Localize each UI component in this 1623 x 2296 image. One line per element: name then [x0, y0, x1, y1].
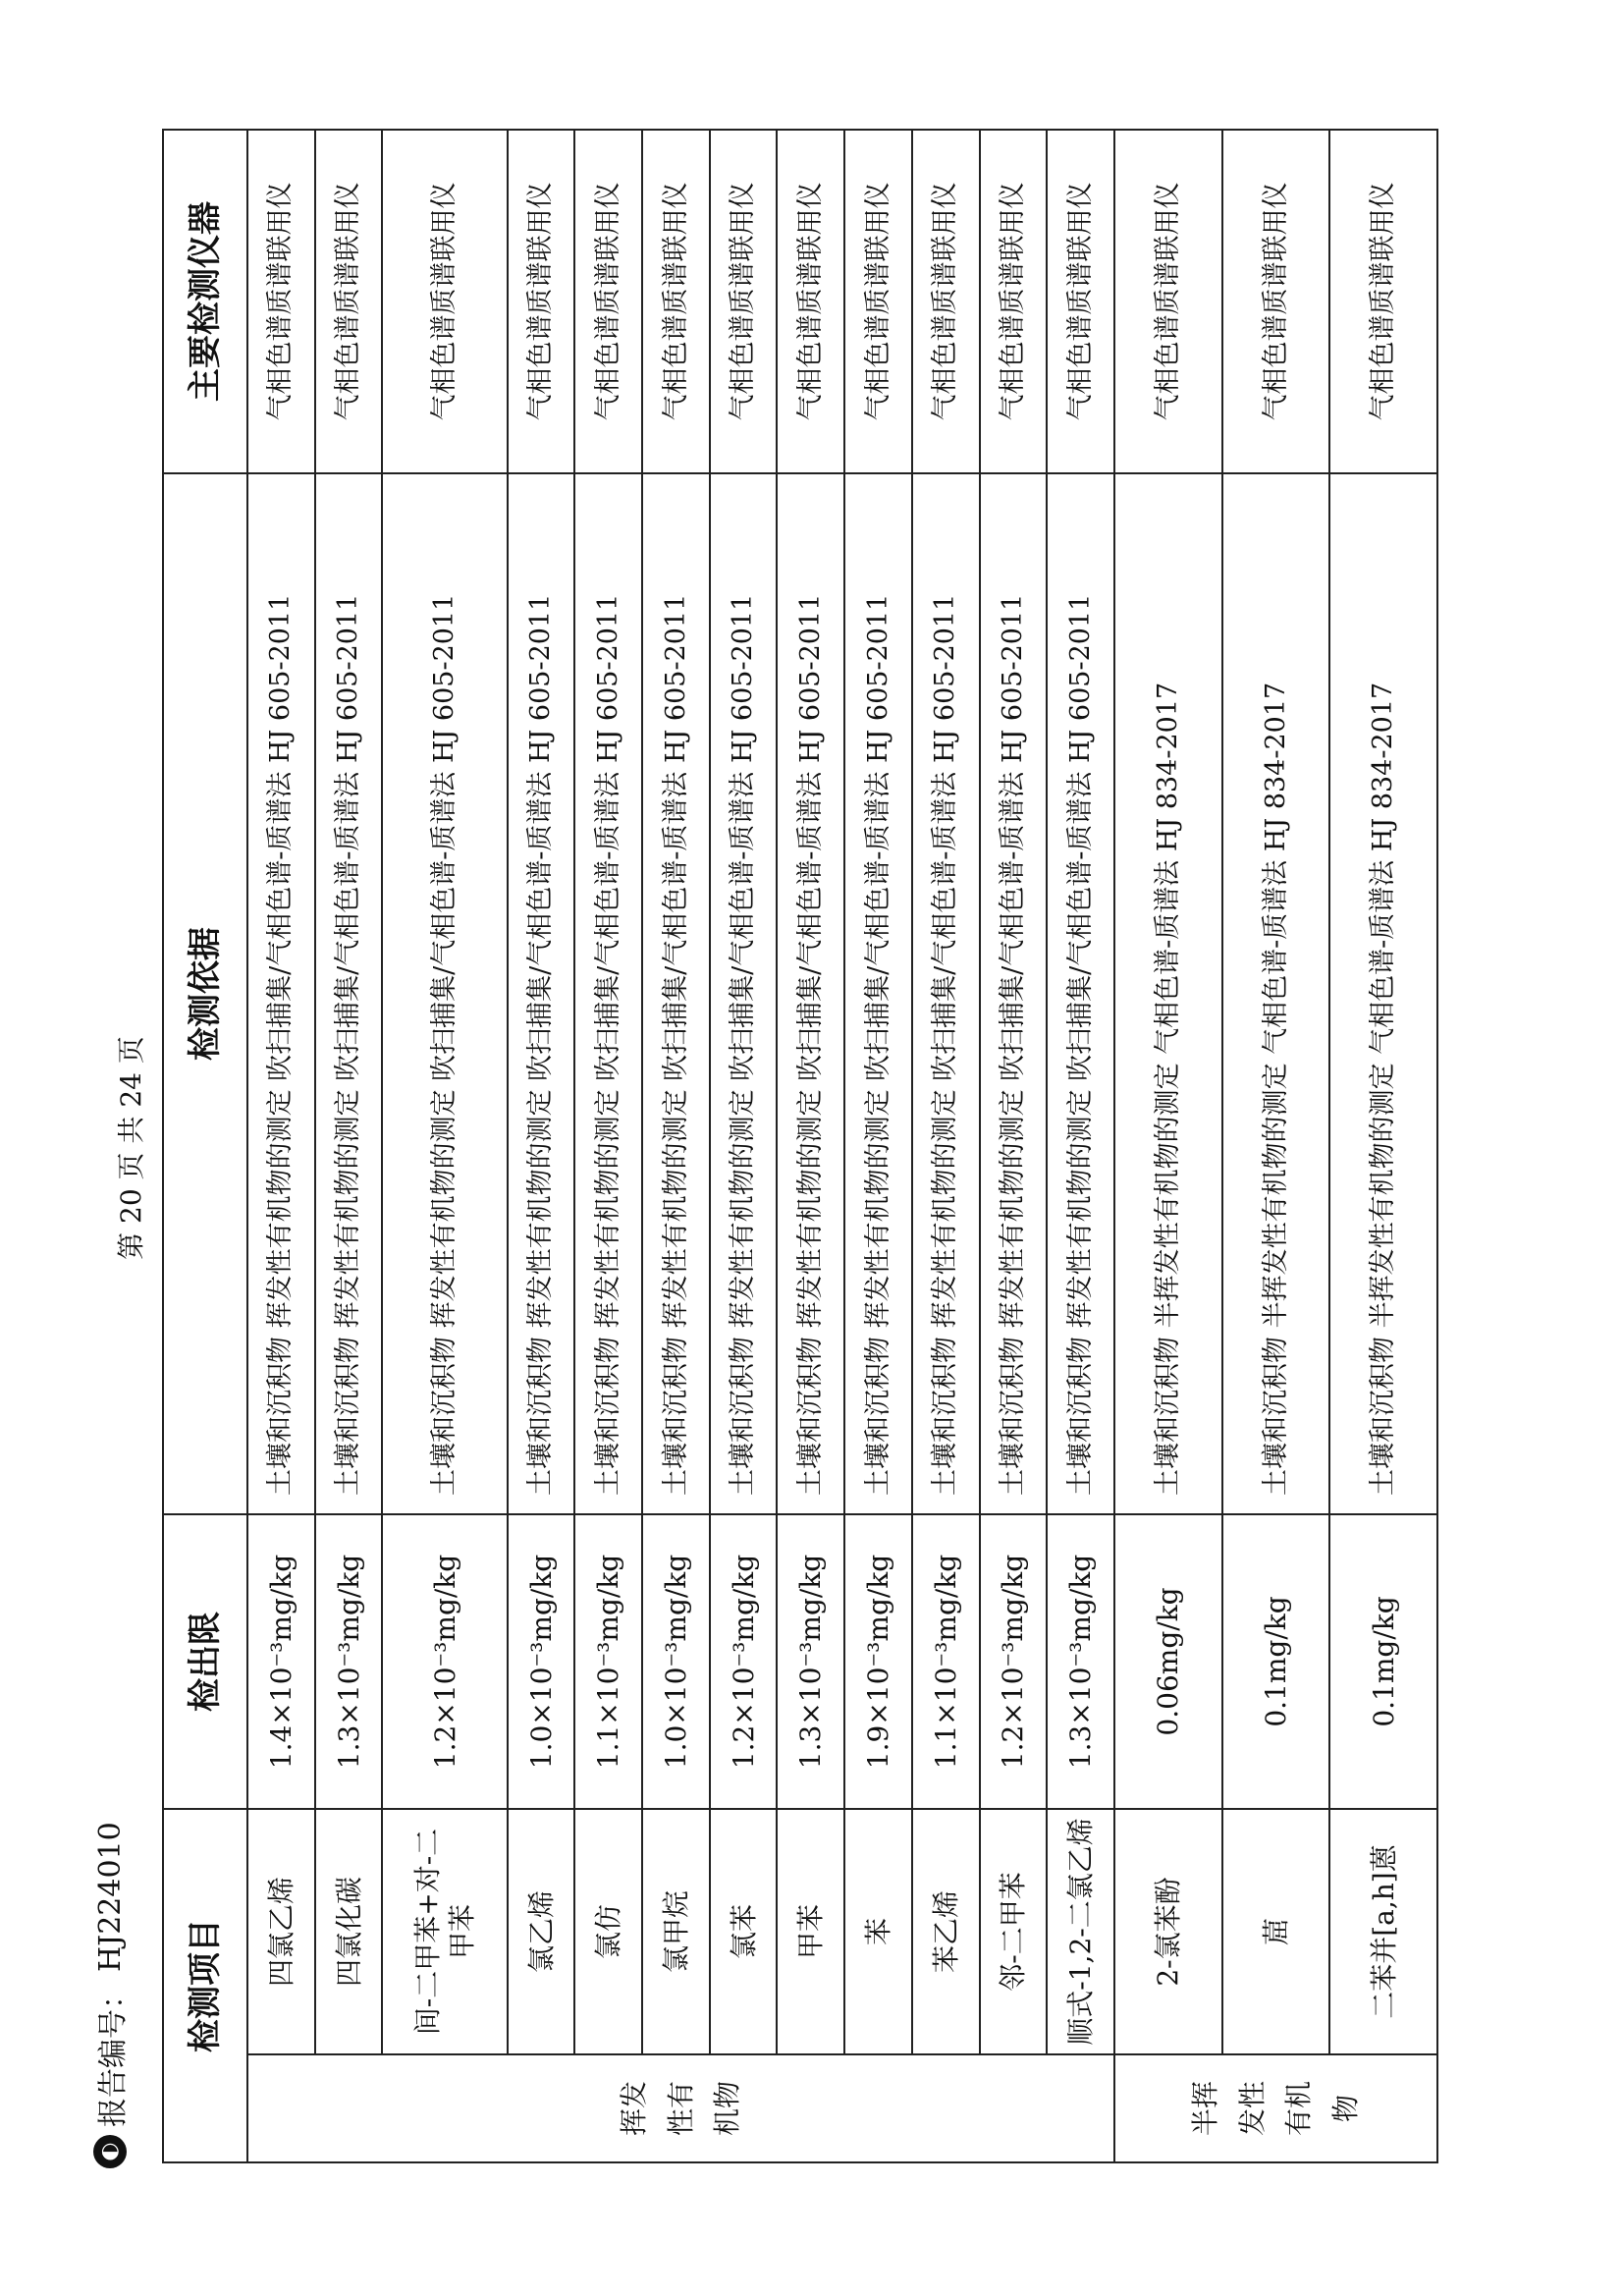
instrument-cell: 气相色谱质谱联用仪: [247, 130, 315, 473]
basis-cell: 土壤和沉积物 挥发性有机物的测定 吹扫捕集/气相色谱-质谱法 HJ 605-2011: [710, 473, 778, 1514]
basis-cell: 土壤和沉积物 挥发性有机物的测定 吹扫捕集/气相色谱-质谱法 HJ 605-2011: [574, 473, 642, 1514]
detection-methods-table: [162, 129, 1438, 2163]
item-cell: 苯: [844, 1809, 912, 2054]
table-row: [777, 130, 844, 2162]
category-line: 半挥: [1189, 2081, 1222, 2137]
item-cell: 2-氯苯酚: [1114, 1809, 1222, 2054]
instrument-cell: 气相色谱质谱联用仪: [844, 130, 912, 473]
instrument-cell: 气相色谱质谱联用仪: [980, 130, 1048, 473]
category-cell: [247, 2054, 1114, 2162]
instrument-cell: 气相色谱质谱联用仪: [642, 130, 710, 473]
limit-cell: 0.06mg/kg: [1114, 1514, 1222, 1809]
item-cell: 邻-二甲苯: [980, 1809, 1048, 2054]
company-logo-icon: ◐: [93, 2135, 127, 2168]
basis-cell: 土壤和沉积物 挥发性有机物的测定 吹扫捕集/气相色谱-质谱法 HJ 605-2011: [912, 473, 980, 1514]
instrument-cell: 气相色谱质谱联用仪: [710, 130, 778, 473]
table-row: [710, 130, 778, 2162]
category-cell: [1114, 2054, 1437, 2162]
limit-cell: 1.3×10⁻³mg/kg: [777, 1514, 844, 1809]
basis-cell: 土壤和沉积物 挥发性有机物的测定 吹扫捕集/气相色谱-质谱法 HJ 605-2011: [508, 473, 575, 1514]
header-item: 检测项目: [163, 1809, 247, 2162]
basis-cell: 土壤和沉积物 半挥发性有机物的测定 气相色谱-质谱法 HJ 834-2017: [1114, 473, 1222, 1514]
limit-cell: 0.1mg/kg: [1329, 1514, 1437, 1809]
instrument-cell: 气相色谱质谱联用仪: [912, 130, 980, 473]
category-line: 机物: [711, 2081, 744, 2137]
limit-cell: 1.0×10⁻³mg/kg: [642, 1514, 710, 1809]
limit-cell: 1.9×10⁻³mg/kg: [844, 1514, 912, 1809]
header-instrument: 主要检测仪器: [163, 130, 247, 473]
basis-cell: 土壤和沉积物 挥发性有机物的测定 吹扫捕集/气相色谱-质谱法 HJ 605-2011: [777, 473, 844, 1514]
basis-cell: 土壤和沉积物 半挥发性有机物的测定 气相色谱-质谱法 HJ 834-2017: [1329, 473, 1437, 1514]
item-cell: 四氯乙烯: [247, 1809, 315, 2054]
instrument-cell: 气相色谱质谱联用仪: [508, 130, 575, 473]
instrument-cell: 气相色谱质谱联用仪: [315, 130, 383, 473]
basis-cell: 土壤和沉积物 挥发性有机物的测定 吹扫捕集/气相色谱-质谱法 HJ 605-2011: [247, 473, 315, 1514]
item-cell: 顺式-1,2-二氯乙烯: [1047, 1809, 1114, 2054]
table-row: [1222, 130, 1330, 2162]
basis-cell: 土壤和沉积物 挥发性有机物的测定 吹扫捕集/气相色谱-质谱法 HJ 605-2011: [382, 473, 507, 1514]
category-line: 挥发: [618, 2081, 651, 2137]
instrument-cell: 气相色谱质谱联用仪: [1047, 130, 1114, 473]
item-cell: 氯苯: [710, 1809, 778, 2054]
header-limit: 检出限: [163, 1514, 247, 1809]
instrument-cell: 气相色谱质谱联用仪: [777, 130, 844, 473]
basis-cell: 土壤和沉积物 挥发性有机物的测定 吹扫捕集/气相色谱-质谱法 HJ 605-2011: [315, 473, 383, 1514]
category-line: 发性: [1235, 2081, 1269, 2137]
table-row: [574, 130, 642, 2162]
limit-cell: 1.1×10⁻³mg/kg: [574, 1514, 642, 1809]
table-row: [1329, 130, 1437, 2162]
table-row: [844, 130, 912, 2162]
basis-cell: 土壤和沉积物 挥发性有机物的测定 吹扫捕集/气相色谱-质谱法 HJ 605-2011: [1047, 473, 1114, 1514]
instrument-cell: 气相色谱质谱联用仪: [382, 130, 507, 473]
limit-cell: 1.2×10⁻³mg/kg: [710, 1514, 778, 1809]
limit-cell: 1.2×10⁻³mg/kg: [980, 1514, 1048, 1809]
report-number-label: 报告编号：: [96, 1980, 131, 2127]
table-row: [1114, 130, 1222, 2162]
limit-cell: 0.1mg/kg: [1222, 1514, 1330, 1809]
header-basis: 检测依据: [163, 473, 247, 1514]
limit-cell: 1.1×10⁻³mg/kg: [912, 1514, 980, 1809]
category-line: 有机: [1282, 2081, 1316, 2137]
category-line: 物: [1329, 2095, 1363, 2123]
table-row: [642, 130, 710, 2162]
table-row: [980, 130, 1048, 2162]
item-cell: 氯甲烷: [642, 1809, 710, 2054]
table-row: [912, 130, 980, 2162]
instrument-cell: 气相色谱质谱联用仪: [1329, 130, 1437, 473]
item-cell: 氯仿: [574, 1809, 642, 2054]
page-indicator: 第 20 页 共 24 页: [115, 1036, 147, 1260]
basis-cell: 土壤和沉积物 半挥发性有机物的测定 气相色谱-质谱法 HJ 834-2017: [1222, 473, 1330, 1514]
category-line: 性有: [664, 2081, 697, 2137]
table-row: [247, 130, 315, 2162]
limit-cell: 1.3×10⁻³mg/kg: [1047, 1514, 1114, 1809]
item-cell: 间-二甲苯+对-二甲苯: [382, 1809, 507, 2054]
table-row: [382, 130, 507, 2162]
item-cell: 氯乙烯: [508, 1809, 575, 2054]
limit-cell: 1.2×10⁻³mg/kg: [382, 1514, 507, 1809]
table-row: [508, 130, 575, 2162]
instrument-cell: 气相色谱质谱联用仪: [574, 130, 642, 473]
report-number: HJ224010: [92, 1822, 128, 1972]
basis-cell: 土壤和沉积物 挥发性有机物的测定 吹扫捕集/气相色谱-质谱法 HJ 605-2011: [642, 473, 710, 1514]
limit-cell: 1.4×10⁻³mg/kg: [247, 1514, 315, 1809]
instrument-cell: 气相色谱质谱联用仪: [1222, 130, 1330, 473]
item-cell: 甲苯: [777, 1809, 844, 2054]
table-row: [1047, 130, 1114, 2162]
limit-cell: 1.0×10⁻³mg/kg: [508, 1514, 575, 1809]
item-cell: 䓛: [1222, 1809, 1330, 2054]
table-row: [315, 130, 383, 2162]
basis-cell: 土壤和沉积物 挥发性有机物的测定 吹扫捕集/气相色谱-质谱法 HJ 605-2011: [980, 473, 1048, 1514]
instrument-cell: 气相色谱质谱联用仪: [1114, 130, 1222, 473]
limit-cell: 1.3×10⁻³mg/kg: [315, 1514, 383, 1809]
table-body: [247, 130, 1437, 2162]
table-header-row: [163, 130, 247, 2162]
item-cell: 四氯化碳: [315, 1809, 383, 2054]
basis-cell: 土壤和沉积物 挥发性有机物的测定 吹扫捕集/气相色谱-质谱法 HJ 605-2011: [844, 473, 912, 1514]
item-cell: 苯乙烯: [912, 1809, 980, 2054]
item-cell: 二苯并[a,h]蒽: [1329, 1809, 1437, 2054]
